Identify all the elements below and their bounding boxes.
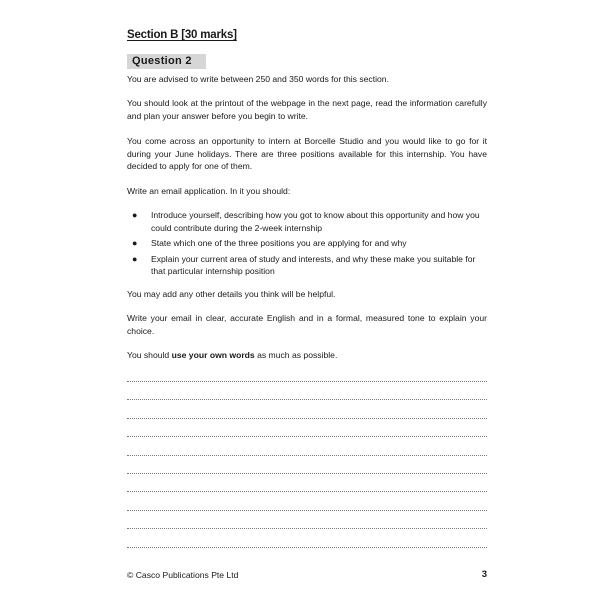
own-words-suffix: as much as possible. [254,350,338,360]
additional-details-note: You may add any other details you think will be helpful. [127,289,336,299]
word-count-instruction: You are advised to write between 250 and 350 words for this section. [127,74,389,84]
bullet-text: Explain your current area of study and interests, and why these make you suitable for that particular internship position [151,253,476,276]
bullet-icon: ● [132,238,138,248]
bullet-icon: ● [132,210,138,220]
planning-instruction: You should look at the printout of the webpage in the next page, read the information carefully and plan your answer before you begin to write. [127,98,487,121]
copyright-notice: © Casco Publications Pte Ltd [127,570,239,580]
answer-line[interactable] [127,528,487,529]
answer-line[interactable] [127,455,487,456]
question-label: Question 2 [127,54,206,69]
scenario-paragraph: You come across an opportunity to intern at Borcelle Studio and you would like to go for it during your June holidays. There are three positions available for this internship. You have decided to apply for one of them. [127,136,487,171]
style-instruction: Write your email in clear, accurate English and in a formal, measured tone to explain your choice. [127,313,487,336]
page-number: 3 [481,569,487,580]
own-words-prefix: You should [127,350,172,360]
task-instruction: Write an email application. In it you should: [127,186,291,196]
bullet-text: State which one of the three positions you are applying for and why [151,238,407,248]
answer-line[interactable] [127,418,487,419]
answer-writing-area[interactable] [127,381,487,565]
answer-line[interactable] [127,381,487,382]
section-title: Section B [30 marks] [127,29,237,41]
answer-line[interactable] [127,436,487,437]
bullet-icon: ● [132,253,138,264]
bullet-text: Introduce yourself, describing how you got to know about this opportunity and how you could contribute during the 2-week internship [151,210,480,233]
answer-line[interactable] [127,399,487,400]
own-words-instruction [127,349,487,362]
answer-line[interactable] [127,510,487,511]
list-item [127,209,487,234]
task-bullet-list [127,209,487,281]
own-words-emphasis: use your own words [171,350,255,360]
list-item [127,237,487,250]
answer-line[interactable] [127,547,487,548]
answer-line[interactable] [127,491,487,492]
answer-line[interactable] [127,473,487,474]
list-item [127,253,487,278]
